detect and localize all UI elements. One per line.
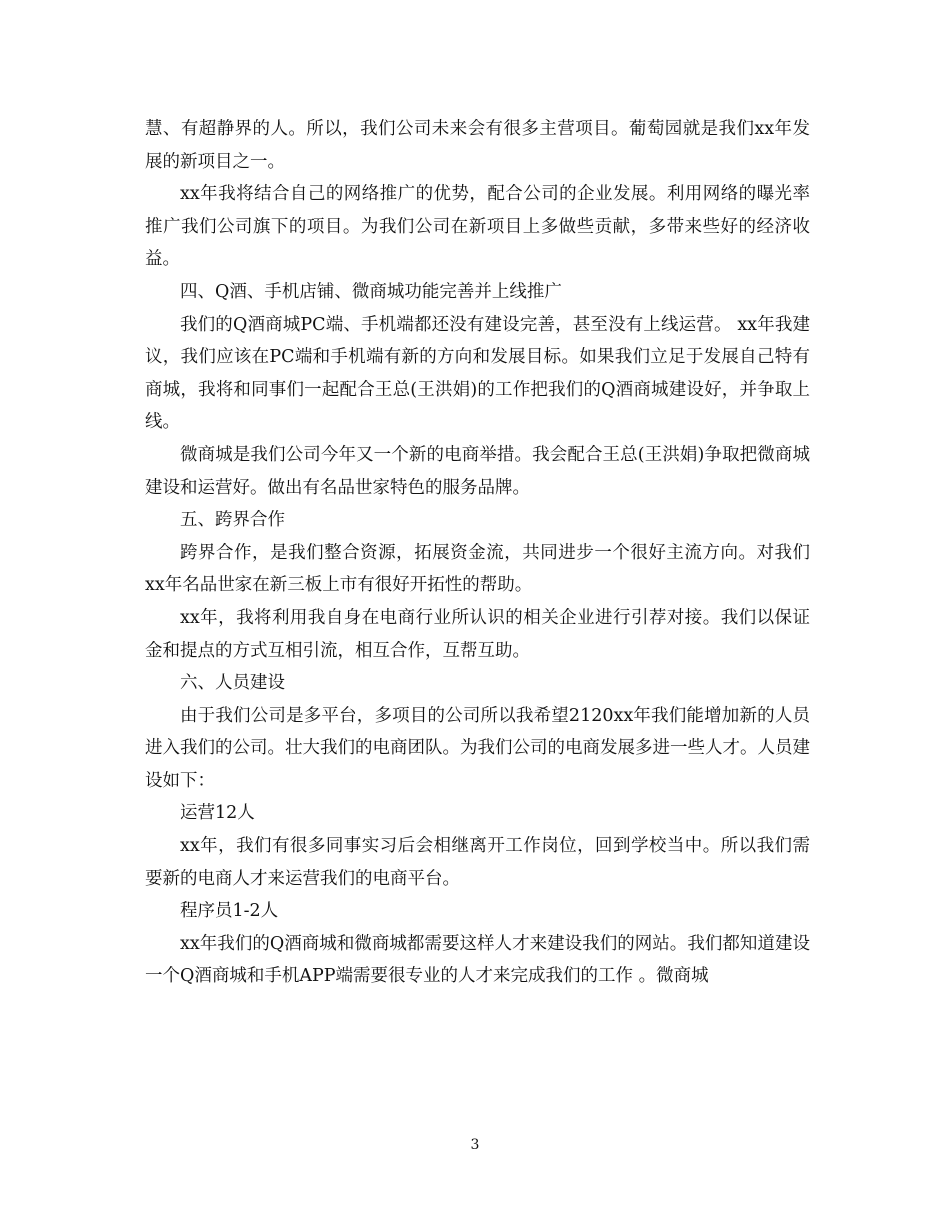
- page-number: 3: [470, 1137, 480, 1153]
- section-heading-5: 五、跨界合作: [180, 510, 285, 531]
- section-heading-6: 六、人员建设: [180, 673, 285, 694]
- paragraph-operations: xx年，我们有很多同事实习后会相继离开工作岗位，回到学校当中。所以我们需要新的电商人才来运营我们的电商平台。: [145, 836, 810, 889]
- paragraph-continuation: 慧、有超静界的人。所以，我们公司未来会有很多主营项目。葡萄园就是我们xx年发展的新项目之一。: [145, 119, 810, 172]
- paragraph-network-promotion: xx年我将结合自己的网络推广的优势，配合公司的企业发展。利用网络的曝光率推广我们公司旗下的项目。为我们公司在新项目上多做些贡献，多带来些好的经济收益。: [145, 184, 810, 270]
- paragraph-micro-mall: 微商城是我们公司今年又一个新的电商举措。我会配合王总(王洪娟)争取把微商城建设和运营好。做出有名品世家特色的服务品牌。: [145, 444, 810, 498]
- paragraph-staffing: 由于我们公司是多平台，多项目的公司所以我希望2120xx年我们能增加新的人员进入我们的公司。壮大我们的电商团队。为我们公司的电商发展多进一些人才。人员建设如下：: [145, 705, 810, 791]
- paragraph-cross-border-plan: xx年，我将利用我自身在电商行业所认识的相关企业进行引荐对接。我们以保证金和提点的方式互相引流，相互合作，互帮互助。: [145, 607, 810, 661]
- staff-item-operations: 运营12人: [180, 803, 255, 824]
- paragraph-programmers: xx年我们的Q酒商城和微商城都需要这样人才来建设我们的网站。我们都知道建设一个Q酒商城和手机APP端需要很专业的人才来完成我们的工作 。微商城: [145, 933, 810, 987]
- document-body: [145, 113, 810, 993]
- section-heading-4: 四、Q酒、手机店铺、微商城功能完善并上线推广: [180, 281, 562, 302]
- staff-item-programmers: 程序员1-2人: [180, 901, 279, 922]
- paragraph-q-mall: 我们的Q酒商城PC端、手机端都还没有建设完善，甚至没有上线运营。 xx年我建议，我们应该在PC端和手机端有新的方向和发展目标。如果我们立足于发展自己特有商城，我将和同事们一起配合王总(王洪娟)的工作把我们的Q酒商城建设好，并争取上线。: [145, 314, 810, 433]
- paragraph-cross-border: 跨界合作，是我们整合资源，拓展资金流，共同进步一个很好主流方向。对我们xx年名品世家在新三板上市有很好开拓性的帮助。: [145, 542, 810, 596]
